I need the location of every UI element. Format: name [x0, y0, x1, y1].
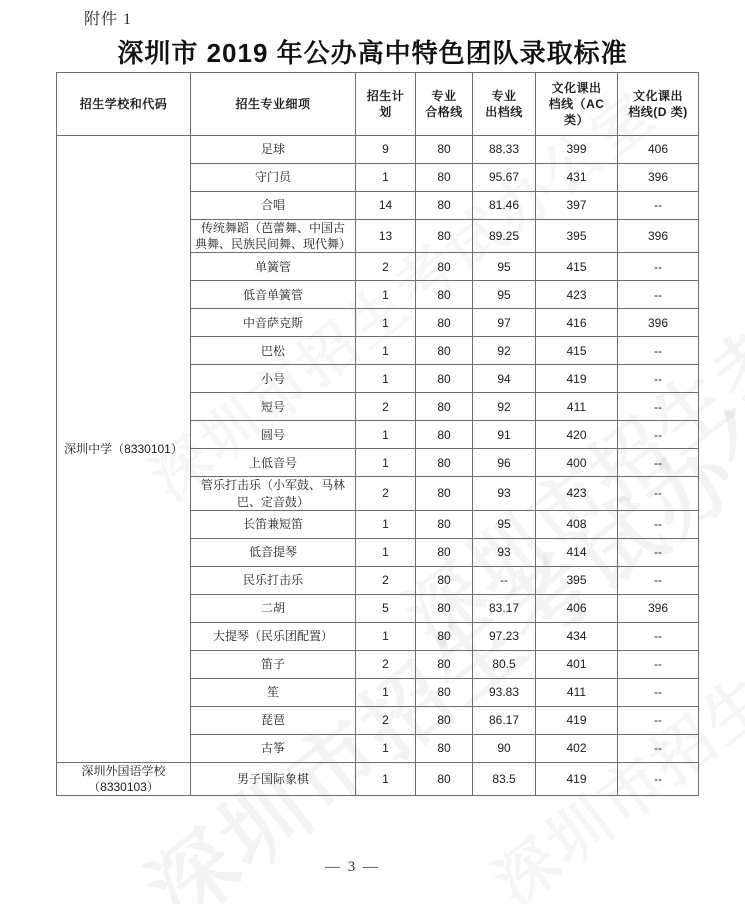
major-name-cell: 男子国际象棋: [191, 762, 356, 795]
pass-line-cell: 80: [416, 510, 473, 538]
page-title: 深圳市 2019 年公办高中特色团队录取标准: [117, 38, 628, 68]
major-line-cell: 93.83: [473, 678, 536, 706]
column-header-pass-line: 专业 合格线: [416, 73, 473, 136]
major-name-cell: 守门员: [191, 164, 356, 192]
major-line-cell: 92: [473, 337, 536, 365]
culture-ac-cell: 411: [536, 678, 618, 706]
plan-count-cell: 1: [356, 538, 416, 566]
culture-d-cell: --: [618, 192, 699, 220]
major-name-cell: 低音提琴: [191, 538, 356, 566]
major-name-cell: 传统舞蹈（芭蕾舞、中国古 典舞、民族民间舞、现代舞）: [191, 220, 356, 253]
attachment-label: 附件 1: [84, 11, 133, 28]
major-line-cell: --: [473, 566, 536, 594]
culture-d-cell: --: [618, 421, 699, 449]
pass-line-cell: 80: [416, 622, 473, 650]
pass-line-cell: 80: [416, 762, 473, 795]
culture-ac-cell: 419: [536, 706, 618, 734]
column-header-plan: 招生计 划: [356, 73, 416, 136]
major-name-cell: 巴松: [191, 337, 356, 365]
major-line-cell: 86.17: [473, 706, 536, 734]
culture-d-cell: 406: [618, 136, 699, 164]
table-row: [57, 136, 699, 164]
culture-ac-cell: 423: [536, 477, 618, 510]
major-line-cell: 83.17: [473, 594, 536, 622]
plan-count-cell: 1: [356, 762, 416, 795]
culture-ac-cell: 401: [536, 650, 618, 678]
major-name-cell: 笙: [191, 678, 356, 706]
culture-ac-cell: 395: [536, 566, 618, 594]
culture-d-cell: 396: [618, 594, 699, 622]
culture-d-cell: --: [618, 337, 699, 365]
pass-line-cell: 80: [416, 650, 473, 678]
plan-count-cell: 14: [356, 192, 416, 220]
major-line-cell: 94: [473, 365, 536, 393]
column-header-culture-d: 文化课出 档线(D 类): [618, 73, 699, 136]
pass-line-cell: 80: [416, 706, 473, 734]
pass-line-cell: 80: [416, 678, 473, 706]
major-name-cell: 足球: [191, 136, 356, 164]
culture-ac-cell: 415: [536, 337, 618, 365]
major-line-cell: 80.5: [473, 650, 536, 678]
plan-count-cell: 2: [356, 477, 416, 510]
major-name-cell: 短号: [191, 393, 356, 421]
culture-ac-cell: 415: [536, 253, 618, 281]
culture-ac-cell: 414: [536, 538, 618, 566]
pass-line-cell: 80: [416, 393, 473, 421]
major-line-cell: 97.23: [473, 622, 536, 650]
major-line-cell: 95: [473, 281, 536, 309]
plan-count-cell: 2: [356, 650, 416, 678]
pass-line-cell: 80: [416, 309, 473, 337]
table-header-row: [57, 73, 699, 136]
culture-ac-cell: 399: [536, 136, 618, 164]
pass-line-cell: 80: [416, 220, 473, 253]
pass-line-cell: 80: [416, 566, 473, 594]
major-line-cell: 95: [473, 253, 536, 281]
culture-d-cell: --: [618, 706, 699, 734]
pass-line-cell: 80: [416, 734, 473, 762]
culture-ac-cell: 434: [536, 622, 618, 650]
major-line-cell: 93: [473, 477, 536, 510]
culture-ac-cell: 420: [536, 421, 618, 449]
major-line-cell: 88.33: [473, 136, 536, 164]
culture-d-cell: --: [618, 678, 699, 706]
culture-ac-cell: 395: [536, 220, 618, 253]
major-name-cell: 小号: [191, 365, 356, 393]
culture-d-cell: 396: [618, 220, 699, 253]
major-name-cell: 管乐打击乐（小军鼓、马林 巴、定音鼓）: [191, 477, 356, 510]
major-line-cell: 96: [473, 449, 536, 477]
major-name-cell: 古筝: [191, 734, 356, 762]
major-line-cell: 97: [473, 309, 536, 337]
culture-d-cell: --: [618, 449, 699, 477]
pass-line-cell: 80: [416, 421, 473, 449]
major-line-cell: 81.46: [473, 192, 536, 220]
major-name-cell: 合唱: [191, 192, 356, 220]
plan-count-cell: 1: [356, 622, 416, 650]
plan-count-cell: 9: [356, 136, 416, 164]
major-line-cell: 95.67: [473, 164, 536, 192]
pass-line-cell: 80: [416, 365, 473, 393]
school-name-cell: 深圳中学（8330101）: [57, 136, 191, 763]
pass-line-cell: 80: [416, 164, 473, 192]
major-name-cell: 二胡: [191, 594, 356, 622]
major-line-cell: 91: [473, 421, 536, 449]
culture-ac-cell: 419: [536, 365, 618, 393]
culture-ac-cell: 423: [536, 281, 618, 309]
culture-ac-cell: 402: [536, 734, 618, 762]
major-name-cell: 低音单簧管: [191, 281, 356, 309]
plan-count-cell: 1: [356, 734, 416, 762]
culture-d-cell: --: [618, 510, 699, 538]
plan-count-cell: 1: [356, 510, 416, 538]
culture-d-cell: --: [618, 477, 699, 510]
plan-count-cell: 2: [356, 566, 416, 594]
plan-count-cell: 2: [356, 393, 416, 421]
major-line-cell: 95: [473, 510, 536, 538]
column-header-major: 招生专业细项: [191, 73, 356, 136]
plan-count-cell: 13: [356, 220, 416, 253]
major-name-cell: 笛子: [191, 650, 356, 678]
culture-d-cell: --: [618, 622, 699, 650]
plan-count-cell: 1: [356, 281, 416, 309]
culture-ac-cell: 431: [536, 164, 618, 192]
pass-line-cell: 80: [416, 594, 473, 622]
culture-d-cell: --: [618, 762, 699, 795]
culture-ac-cell: 411: [536, 393, 618, 421]
culture-ac-cell: 408: [536, 510, 618, 538]
major-name-cell: 圆号: [191, 421, 356, 449]
column-header-culture-ac: 文化课出 档线（AC 类）: [536, 73, 618, 136]
plan-count-cell: 1: [356, 309, 416, 337]
column-header-school: 招生学校和代码: [57, 73, 191, 136]
major-line-cell: 89.25: [473, 220, 536, 253]
plan-count-cell: 5: [356, 594, 416, 622]
plan-count-cell: 2: [356, 706, 416, 734]
pass-line-cell: 80: [416, 281, 473, 309]
pass-line-cell: 80: [416, 136, 473, 164]
pass-line-cell: 80: [416, 192, 473, 220]
plan-count-cell: 1: [356, 164, 416, 192]
major-line-cell: 83.5: [473, 762, 536, 795]
culture-ac-cell: 397: [536, 192, 618, 220]
culture-d-cell: --: [618, 393, 699, 421]
pass-line-cell: 80: [416, 538, 473, 566]
column-header-major-line: 专业 出档线: [473, 73, 536, 136]
major-name-cell: 单簧管: [191, 253, 356, 281]
culture-d-cell: --: [618, 650, 699, 678]
major-name-cell: 上低音号: [191, 449, 356, 477]
pass-line-cell: 80: [416, 253, 473, 281]
culture-ac-cell: 400: [536, 449, 618, 477]
culture-d-cell: --: [618, 281, 699, 309]
plan-count-cell: 1: [356, 337, 416, 365]
table-body: [57, 136, 699, 796]
major-name-cell: 大提琴（民乐团配置）: [191, 622, 356, 650]
major-line-cell: 93: [473, 538, 536, 566]
culture-d-cell: 396: [618, 309, 699, 337]
table-row: [57, 762, 699, 795]
table-header: [57, 73, 699, 136]
admission-standards-table: [56, 72, 699, 796]
admission-table-container: [56, 72, 698, 796]
culture-d-cell: --: [618, 538, 699, 566]
culture-d-cell: --: [618, 566, 699, 594]
plan-count-cell: 1: [356, 449, 416, 477]
major-name-cell: 中音萨克斯: [191, 309, 356, 337]
plan-count-cell: 1: [356, 365, 416, 393]
page-number: — 3 —: [325, 859, 380, 875]
major-name-cell: 民乐打击乐: [191, 566, 356, 594]
major-line-cell: 90: [473, 734, 536, 762]
plan-count-cell: 1: [356, 421, 416, 449]
culture-d-cell: --: [618, 365, 699, 393]
pass-line-cell: 80: [416, 337, 473, 365]
culture-ac-cell: 419: [536, 762, 618, 795]
major-name-cell: 长笛兼短笛: [191, 510, 356, 538]
culture-d-cell: --: [618, 734, 699, 762]
plan-count-cell: 1: [356, 678, 416, 706]
major-name-cell: 琵琶: [191, 706, 356, 734]
culture-ac-cell: 406: [536, 594, 618, 622]
pass-line-cell: 80: [416, 449, 473, 477]
major-line-cell: 92: [473, 393, 536, 421]
culture-d-cell: --: [618, 253, 699, 281]
plan-count-cell: 2: [356, 253, 416, 281]
school-name-cell: 深圳外国语学校 （8330103）: [57, 762, 191, 795]
culture-ac-cell: 416: [536, 309, 618, 337]
culture-d-cell: 396: [618, 164, 699, 192]
pass-line-cell: 80: [416, 477, 473, 510]
